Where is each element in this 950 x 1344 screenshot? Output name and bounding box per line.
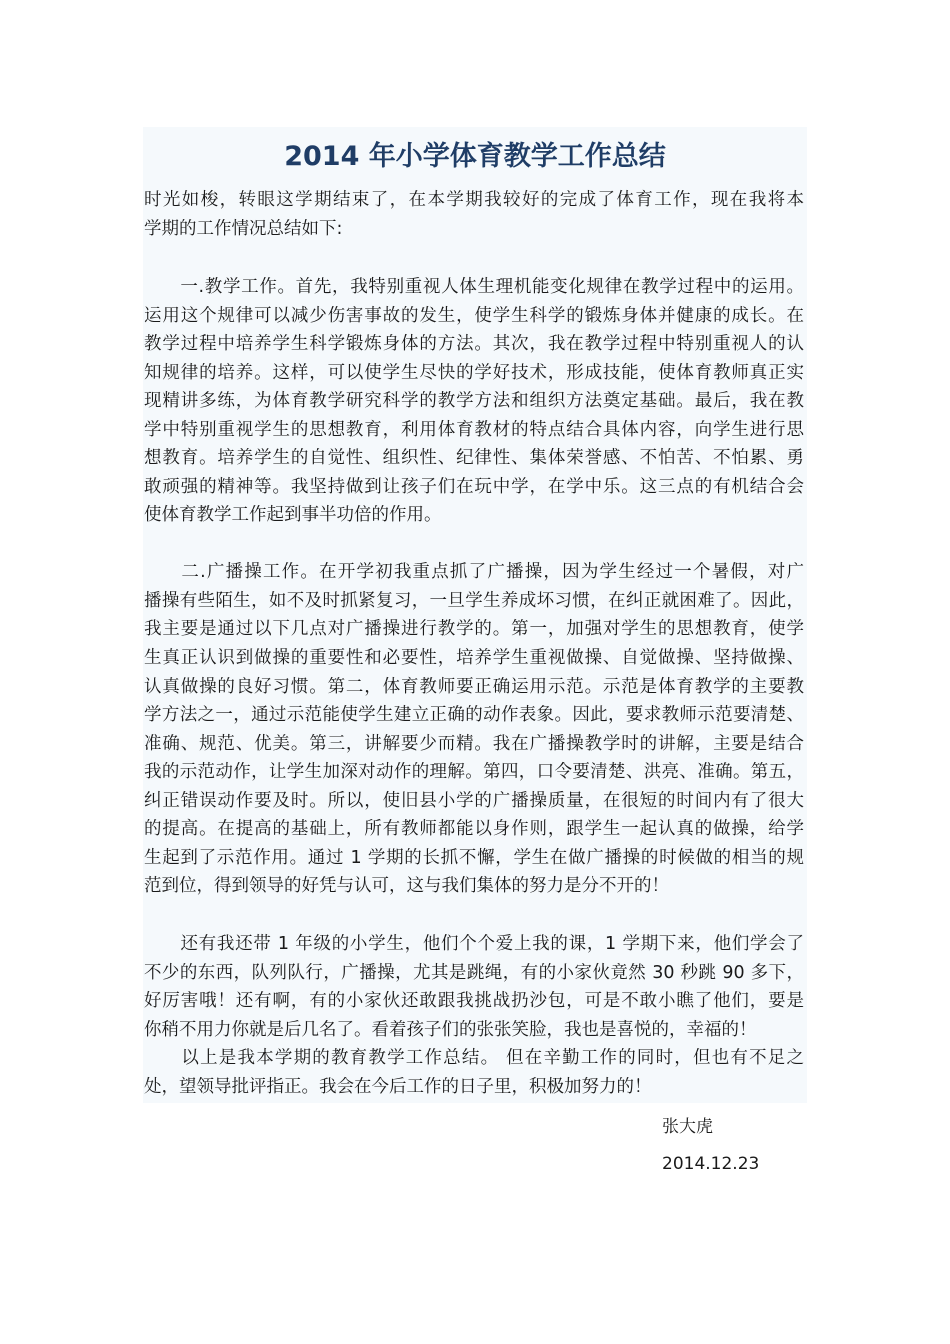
paragraph-line: 你稍不用力你就是后几名了。看着孩子们的张张笑脸，我也是喜悦的，幸福的！ <box>144 1020 757 1040</box>
paragraph-line: 想教育。培养学生的自觉性、组织性、纪律性、集体荣誉感、不怕苦、不怕累、勇 <box>144 448 804 468</box>
paragraph-line: 知规律的培养。这样，可以使学生尽快的学好技术，形成技能，使体育教师真正实 <box>144 363 804 383</box>
paragraph-line: 教学过程中培养学生科学锻炼身体的方法。其次，我在教学过程中特别重视人的认 <box>144 334 804 354</box>
paragraph-line: 敢顽强的精神等。我坚持做到让孩子们在玩中学，在学中乐。这三点的有机结合会 <box>144 477 804 497</box>
paragraph-line: 纠正错误动作要及时。所以，使旧县小学的广播操质量，在很短的时间内有了很大 <box>144 791 804 811</box>
paragraph-line: 学中特别重视学生的思想教育，利用体育教材的特点结合具体内容，向学生进行思 <box>144 420 804 440</box>
paragraph-line: 学方法之一，通过示范能使学生建立正确的动作表象。因此，要求教师示范要清楚、 <box>144 705 804 725</box>
paragraph-line: 准确、规范、优美。第三，讲解要少而精。我在广播操教学时的讲解，主要是结合 <box>144 734 804 754</box>
paragraph-line: 还有我还带 1 年级的小学生，他们个个爱上我的课，1 学期下来，他们学会了 <box>144 934 804 954</box>
paragraph-line: 我的示范动作，让学生加深对动作的理解。第四，口令要清楚、洪亮、准确。第五， <box>144 762 804 782</box>
paragraph-line: 生真正认识到做操的重要性和必要性，培养学生重视做操、自觉做操、坚持做操、 <box>144 648 804 668</box>
paragraph-line: 播操有些陌生，如不及时抓紧复习，一旦学生养成坏习惯，在纠正就困难了。因此， <box>144 591 804 611</box>
signature-date: 2014.12.23 <box>662 1154 760 1174</box>
paragraph-line: 认真做操的良好习惯。第二，体育教师要正确运用示范。示范是体育教学的主要教 <box>144 677 804 697</box>
paragraph-line: 以上是我本学期的教育教学工作总结。 但在辛勤工作的同时，但也有不足之 <box>144 1048 804 1068</box>
paragraph-line: 时光如梭，转眼这学期结束了，在本学期我较好的完成了体育工作，现在我将本 <box>144 190 804 210</box>
paragraph-line: 现精讲多练，为体育教学研究科学的教学方法和组织方法奠定基础。最后，我在教 <box>144 391 804 411</box>
paragraph-line: 处，望领导批评指正。我会在今后工作的日子里，积极加努力的！ <box>144 1077 652 1097</box>
page-title: 2014 年小学体育教学工作总结 <box>284 141 666 172</box>
paragraph-line: 不少的东西，队列队行，广播操，尤其是跳绳，有的小家伙竟然 30 秒跳 90 多下， <box>144 963 804 983</box>
paragraph-line: 好厉害哦！还有啊，有的小家伙还敢跟我挑战扔沙包，可是不敢小瞧了他们，要是 <box>144 991 804 1011</box>
paragraph-line: 二.广播操工作。在开学初我重点抓了广播操，因为学生经过一个暑假，对广 <box>144 562 804 582</box>
paragraph-line: 范到位，得到领导的好凭与认可，这与我们集体的努力是分不开的！ <box>144 876 669 896</box>
paragraph-line: 的提高。在提高的基础上，所有教师都能以身作则，跟学生一起认真的做操，给学 <box>144 819 804 839</box>
paragraph-line: 学期的工作情况总结如下: <box>144 219 343 239</box>
paragraph-line: 一.教学工作。首先，我特别重视人体生理机能变化规律在教学过程中的运用。 <box>144 277 804 297</box>
paragraph-line: 我主要是通过以下几点对广播操进行教学的。第一，加强对学生的思想教育，使学 <box>144 619 804 639</box>
paragraph-line: 运用这个规律可以减少伤害事故的发生，使学生科学的锻炼身体并健康的成长。在 <box>144 306 804 326</box>
paragraph-line: 生起到了示范作用。通过 1 学期的长抓不懈，学生在做广播操的时候做的相当的规 <box>144 848 804 868</box>
signature-name: 张大虎 <box>662 1117 713 1137</box>
paragraph-line: 使体育教学工作起到事半功倍的作用。 <box>144 505 442 525</box>
